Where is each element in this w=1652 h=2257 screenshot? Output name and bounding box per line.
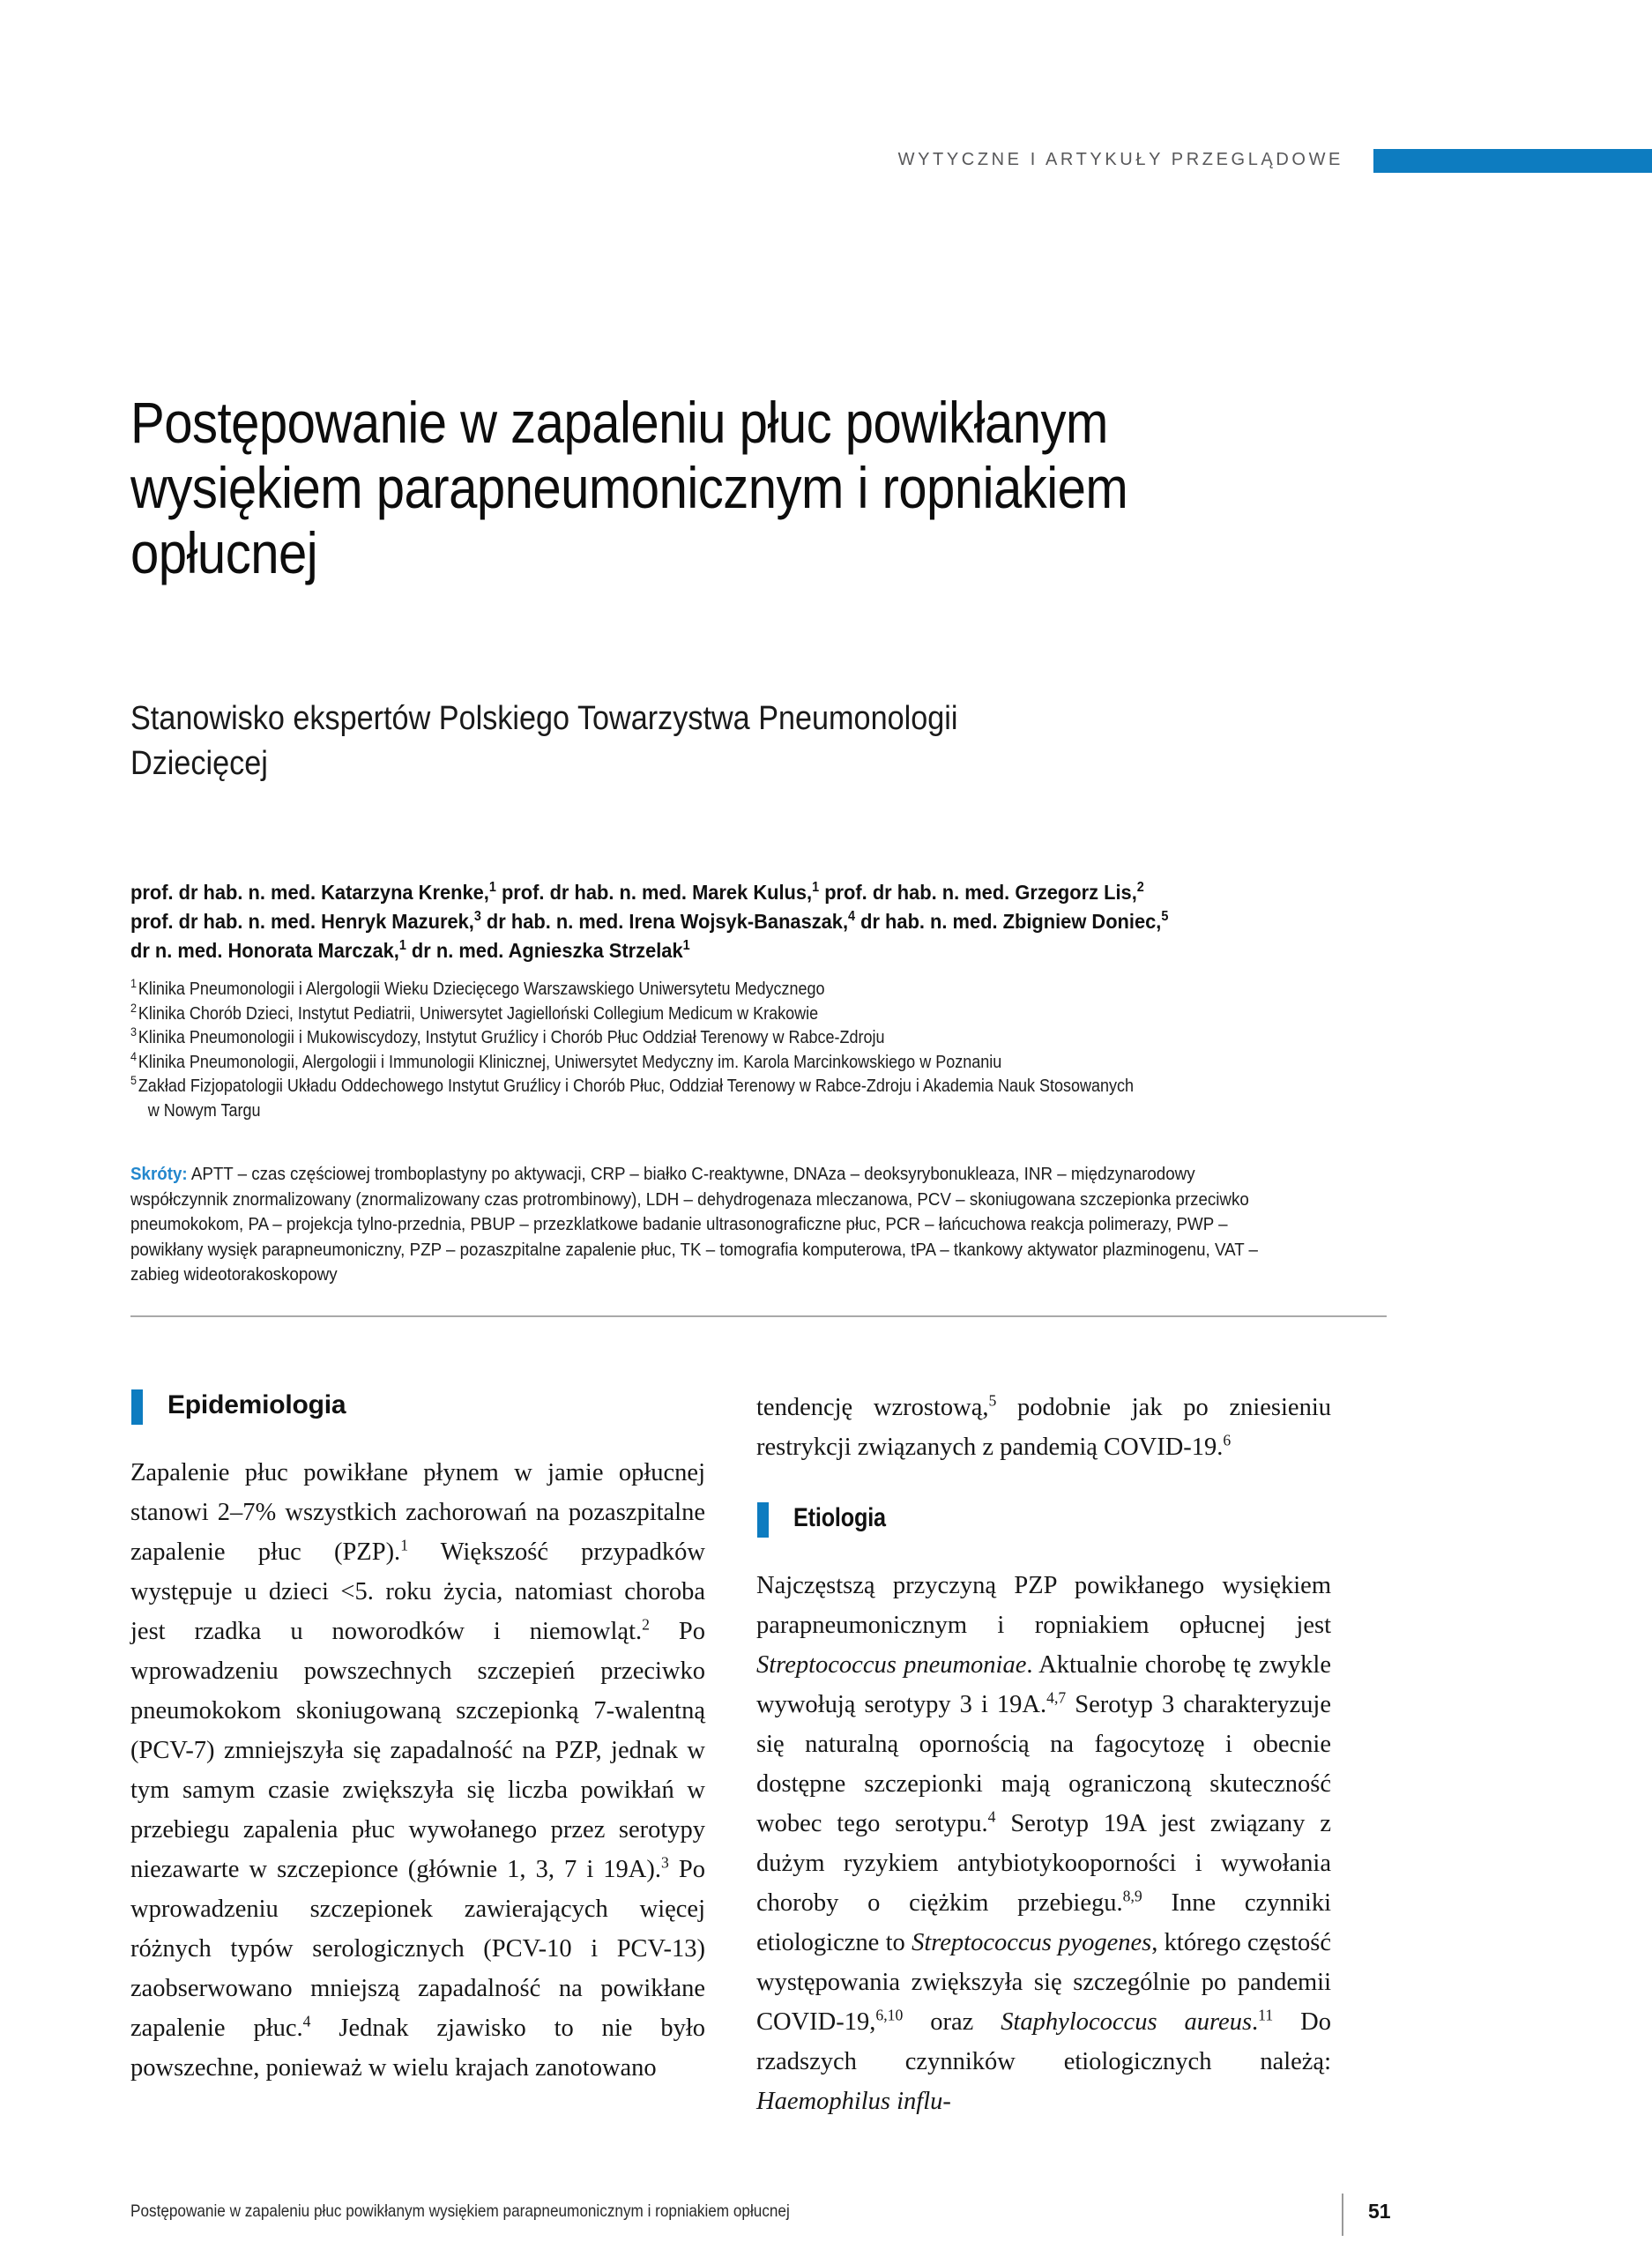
- affiliation-text: Zakład Fizjopatologii Układu Oddechowego Instytut Gruźlicy i Chorób Płuc, Oddział Terenowy w Rabce-Zdroju i Akademia Nauk Stosowanych: [138, 1076, 1135, 1096]
- author-name: prof. dr hab. n. med. Katarzyna Krenke,: [130, 881, 489, 904]
- section-heading-etiologia: [756, 1501, 1331, 1536]
- species-name: Streptococcus pyogenes: [912, 1929, 1152, 1956]
- affiliation-marker: 3: [473, 909, 481, 925]
- affiliation-item: [130, 1002, 1265, 1027]
- affiliation-item: [130, 1075, 1265, 1099]
- running-head-accent-bar: [1373, 149, 1652, 173]
- citation-ref: 2: [642, 1615, 650, 1634]
- affiliation-marker: 1: [398, 938, 406, 954]
- affiliation-item: [130, 1026, 1265, 1051]
- section-heading-epidemiologia: [130, 1388, 705, 1423]
- author-name: dr n. med. Honorata Marczak,: [130, 939, 399, 962]
- citation-ref: 6,10: [875, 2006, 904, 2024]
- paragraph-epidemiologia-continued: tendencję wzrostową,$^5$ podobnie jak po zniesieniu restrykcji związanych z pandemią COVID-19.$^6$: [756, 1391, 1331, 1461]
- affiliation-text: Klinika Pneumonologii, Alergologii i Immunologii Klinicznej, Uniwersytet Medyczny im. Karola Marcinkowskiego w Poznaniu: [138, 1052, 1002, 1072]
- author-name: prof. dr hab. n. med. Marek Kulus,: [495, 881, 813, 904]
- affiliation-marker: 1: [812, 880, 820, 896]
- column-right: [756, 1388, 1331, 2121]
- affiliation-marker: 2: [130, 1000, 138, 1015]
- abbreviations-text: APTT – czas częściowej tromboplastyny po aktywacji, CRP – białko C-reaktywne, DNAza – deoksyrybonukleaza, INR – międzynarodowy współczynnik znormalizowany (znormalizowany czas protrombinowy), LDH – dehydrogenaza mleczanowa, PCV – skoniugowana szczepionka przeciwko pneumokokom, PA – projekcja tylno-przednia, PBUP – przezklatkowe badanie ultrasonograficzne płuc, PCR – łańcuchowa reakcja polimerazy, PWP – powikłany wysięk parapneumoniczny, PZP – pozaszpitalne zapalenie płuc, TK – tomografia komputerowa, tPA – tkankowy aktywator plazminogenu, VAT – zabieg wideotorakoskopowy: [130, 1164, 1258, 1285]
- page-number: 51: [1368, 2200, 1391, 2223]
- species-name: Staphylococcus aureus: [1001, 2008, 1253, 2036]
- affiliation-text-continuation: w Nowym Targu: [147, 1100, 261, 1121]
- author-line-1: [130, 878, 1303, 907]
- author-line-2: [130, 907, 1303, 936]
- citation-ref: 3: [661, 1853, 669, 1872]
- paragraph-epidemiologia: Zapalenie płuc powikłane płynem w jamie opłucnej stanowi 2–7% wszystkich zachorowań na pozaszpitalne zapalenie płuc (PZP).$^1$ Większość przypadków występuje u dzieci <5. roku życia, natomiast choroba jest rzadka u noworodków i niemowląt.$^2$ Po wprowadzeniu powszechnych szczepień przeciwko pneumokokom skoniugowaną szczepionką 7-walentną (PCV-7) zmniejszyła się zapadalność na PZP, jednak w tym samym czasie zwiększyła się liczba powikłań w przebiegu zapalenia płuc wywołanego przez serotypy niezawarte w szczepionce (głównie 1, 3, 7 i 19A).$^3$ Po wprowadzeniu szczepionek zawierających więcej różnych typów serologicznych (PCV-10 i PCV-13) zaobserwowano mniejszą zapadalność na powikłane zapalenie płuc.$^4$ Jednak zjawisko to nie było powszechne, ponieważ w wielu krajach zanotowano: [130, 1459, 706, 2082]
- footer-divider: [1342, 2194, 1343, 2236]
- citation-ref: 8,9: [1122, 1887, 1142, 1905]
- affiliation-marker: 5: [130, 1073, 138, 1088]
- affiliation-text: Klinika Pneumonologii i Alergologii Wieku Dziecięcego Warszawskiego Uniwersytetu Medycznego: [138, 980, 825, 999]
- author-line-3: [130, 936, 1303, 965]
- page-title: Postępowanie w zapaleniu płuc powikłanym wysiękiem parapneumonicznym i ropniakiem opłucnej: [130, 390, 1128, 586]
- affiliation-marker: 1: [488, 880, 496, 896]
- footer-title: Postępowanie w zapaleniu płuc powikłanym wysiękiem parapneumonicznym i ropniakiem opłucnej: [130, 2201, 790, 2221]
- affiliation-marker: 5: [1161, 909, 1169, 925]
- affiliation-item: [130, 978, 1265, 1002]
- affiliation-marker: 1: [130, 976, 138, 991]
- affiliation-list: [130, 978, 1265, 1123]
- affiliation-item: [130, 1048, 1265, 1076]
- abbreviations-label: Skróty:: [130, 1164, 188, 1184]
- continuation-text: tendencję wzrostową,: [756, 1394, 989, 1421]
- author-name: prof. dr hab. n. med. Henryk Mazurek,: [130, 910, 474, 933]
- citation-ref: 11: [1258, 2006, 1274, 2024]
- author-name: dr n. med. Agnieszka Strzelak: [406, 939, 683, 962]
- citation-ref: 6: [1223, 1431, 1232, 1449]
- section-accent-tick-icon: [131, 1389, 143, 1425]
- horizontal-rule: [130, 1315, 1387, 1317]
- abbreviations-block: [130, 1162, 1280, 1288]
- affiliation-marker: 3: [130, 1024, 138, 1039]
- citation-ref: 4: [987, 1807, 996, 1826]
- author-name: dr hab. n. med. Zbigniew Doniec,: [855, 910, 1162, 933]
- section-accent-tick-icon: [757, 1502, 769, 1538]
- running-head: [0, 148, 1652, 183]
- affiliation-marker: 4: [130, 1048, 138, 1063]
- author-name: prof. dr hab. n. med. Grzegorz Lis,: [819, 881, 1137, 904]
- species-name: Haemophilus influ-: [756, 2088, 951, 2115]
- affiliation-marker: 1: [682, 938, 690, 954]
- author-name: dr hab. n. med. Irena Wojsyk-Banaszak,: [480, 910, 849, 933]
- paragraph-etiologia: Najczęstszą przyczyną PZP powikłanego wysiękiem parapneumonicznym i ropniakiem opłucnej jest Streptococcus pneumoniae. Aktualnie chorobę tę zwykle wywołują serotypy 3 i 19A.$^{4,7}$ Serotyp 3 charakteryzuje się naturalną opornością na fagocytozę i obecnie dostępne szczepionki mają ograniczoną skuteczność wobec tego serotypu.$^4$ Serotyp 19A jest związany z dużym ryzykiem antybiotykooporności i wywołania choroby o ciężkim przebiegu.$^{8,9}$ Inne czynniki etiologiczne to Streptococcus pyogenes, którego częstość występowania zwiększyła się szczególnie po pandemii COVID-19,$^{6,10}$ oraz Staphylococcus aureus.$^{11}$ Do rzadszych czynników etiologicznych należą: Haemophilus influ-: [756, 1572, 1332, 2115]
- citation-ref: 4,7: [1046, 1688, 1067, 1707]
- running-head-label: WYTYCZNE I ARTYKUŁY PRZEGLĄDOWE: [897, 150, 1343, 169]
- author-list: [130, 878, 1303, 965]
- section-heading-label: Epidemiologia: [167, 1390, 346, 1419]
- citation-ref: 5: [988, 1391, 997, 1410]
- citation-ref: 4: [302, 2012, 311, 2030]
- affiliation-marker: 4: [848, 909, 856, 925]
- species-name: Streptococcus pneumoniae: [756, 1651, 1027, 1679]
- section-heading-label: Etiologia: [793, 1503, 886, 1532]
- page-subtitle: Stanowisko ekspertów Polskiego Towarzystwa Pneumonologii Dziecięcej: [130, 699, 958, 782]
- page-footer: [130, 2199, 1391, 2234]
- affiliation-text: Klinika Pneumonologii i Mukowiscydozy, Instytut Gruźlicy i Chorób Płuc Oddział Terenowy w Rabce-Zdroju: [138, 1028, 885, 1047]
- affiliation-text: Klinika Chorób Dzieci, Instytut Pediatrii, Uniwersytet Jagielloński Collegium Medicum w Krakowie: [138, 1003, 819, 1024]
- citation-ref: 1: [400, 1536, 409, 1554]
- affiliation-marker: 2: [1136, 880, 1144, 896]
- column-left: [130, 1388, 705, 2088]
